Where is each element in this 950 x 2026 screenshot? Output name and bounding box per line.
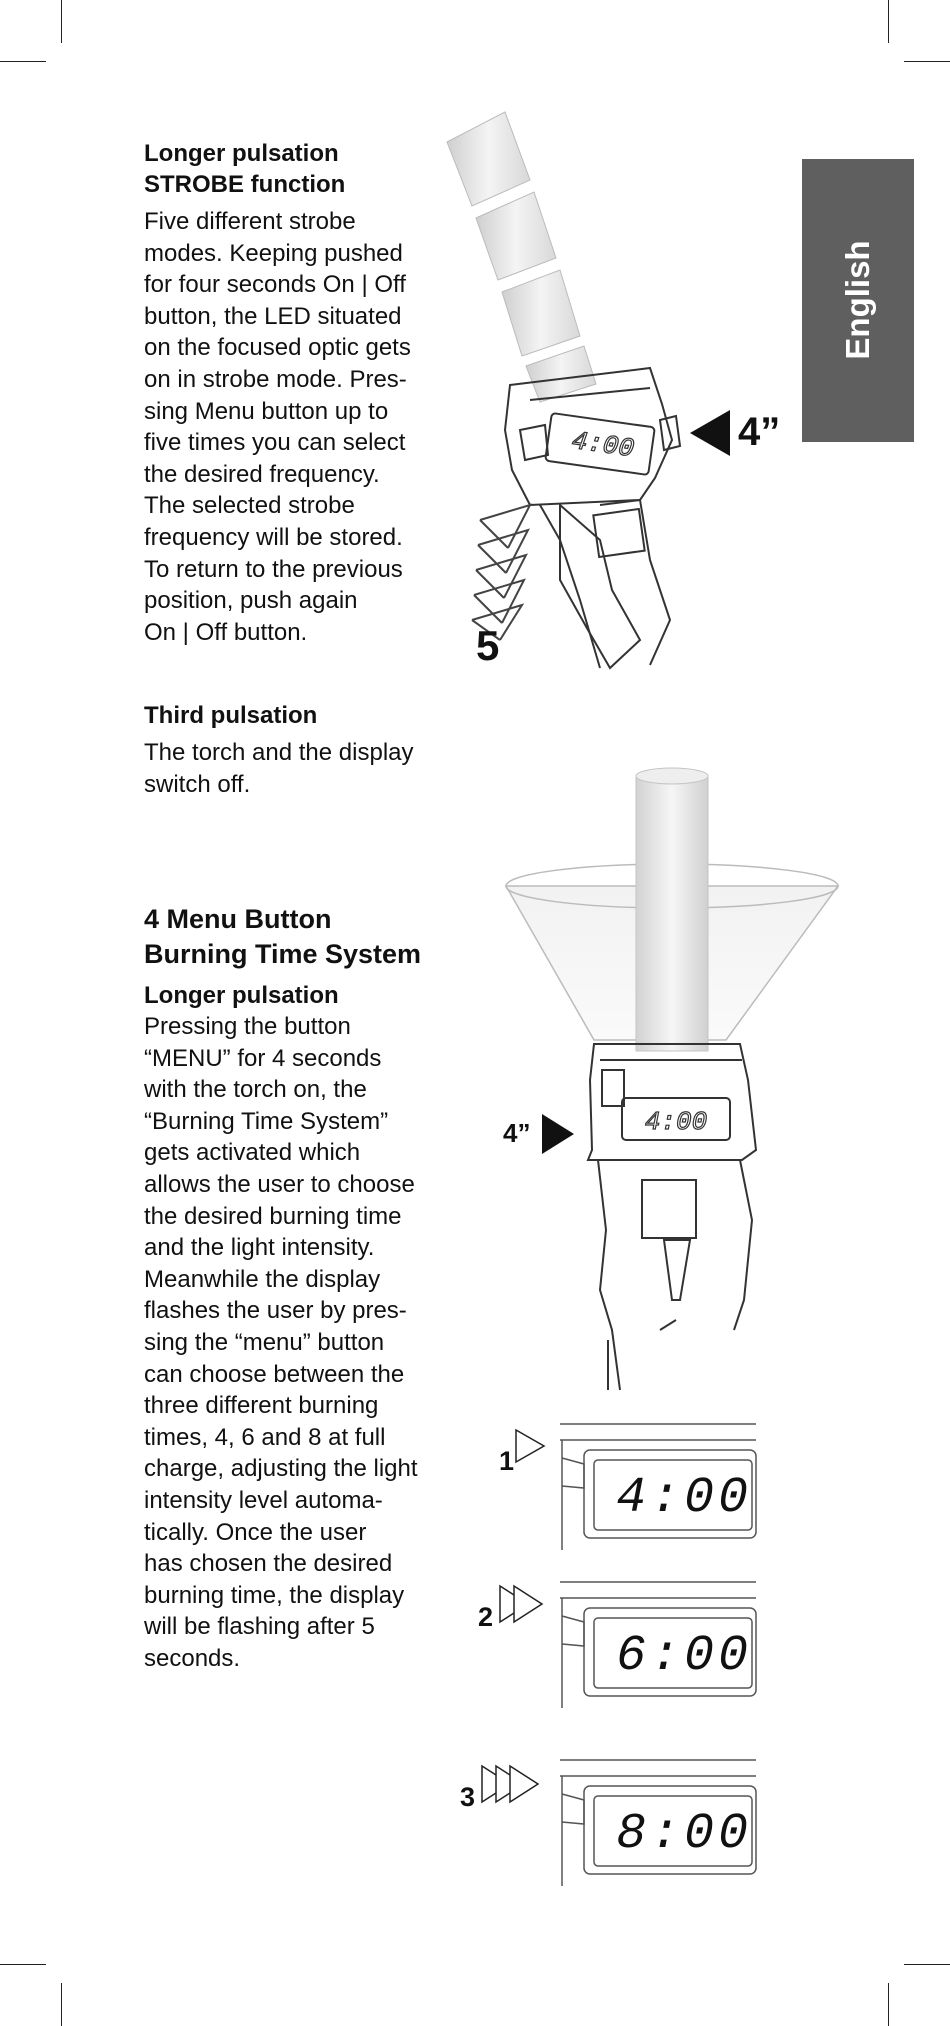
- menu-line: intensity level automa-: [144, 1486, 383, 1514]
- third-pulsation-line: The torch and the display: [144, 739, 414, 766]
- menu-press-duration-label: 4”: [503, 1118, 531, 1148]
- step-1-chevron-icon: [516, 1430, 544, 1462]
- strobe-line: on in strobe mode. Pres-: [144, 365, 407, 393]
- third-pulsation-heading: Third pulsation: [144, 702, 318, 729]
- display-panel: [466, 1576, 766, 1716]
- menu-line: Meanwhile the display: [144, 1265, 381, 1293]
- menu-line: has chosen the desired: [144, 1550, 393, 1578]
- menu-line: Pressing the button: [144, 1013, 351, 1040]
- menu-heading-line1: 4 Menu Button: [144, 904, 332, 934]
- language-tab-label: English: [839, 240, 876, 360]
- display-value: 8:00: [616, 1806, 753, 1863]
- third-pulsation-line: switch off.: [144, 770, 251, 798]
- menu-line: allows the user to choose: [144, 1170, 415, 1198]
- section-third-pulsation: [144, 700, 450, 800]
- strobe-line: button, the LED situated: [144, 302, 402, 330]
- display-step-label: 1: [499, 1446, 515, 1476]
- menu-line: sing the “menu” button: [144, 1328, 385, 1356]
- crop-mark: [0, 61, 46, 62]
- press-count-label: 5: [476, 622, 500, 669]
- strobe-line: To return to the previous: [144, 555, 403, 583]
- strobe-line: the desired frequency.: [144, 460, 380, 488]
- menu-line: times, 4, 6 and 8 at full: [144, 1423, 386, 1451]
- strobe-line: position, push again: [144, 587, 358, 615]
- strobe-line: frequency will be stored.: [144, 523, 403, 551]
- menu-line: the desired burning time: [144, 1202, 402, 1230]
- step-2-chevrons-icon: [500, 1586, 542, 1622]
- strobe-line: five times you can select: [144, 429, 406, 457]
- display-panel: [466, 1418, 766, 1558]
- menu-line: and the light intensity.: [144, 1234, 375, 1262]
- section-menu-button: [144, 902, 464, 1674]
- menu-heading-line2: Burning Time System: [144, 939, 422, 969]
- crop-mark: [61, 0, 62, 43]
- crop-mark: [888, 0, 889, 43]
- menu-line: burning time, the display: [144, 1581, 405, 1609]
- display-step-label: 2: [478, 1602, 494, 1632]
- crop-mark: [904, 1964, 950, 1965]
- strobe-line: on the focused optic gets: [144, 334, 411, 362]
- display-value: 4:00: [616, 1470, 753, 1527]
- strobe-line: The selected strobe: [144, 492, 355, 520]
- display-step-label: 3: [460, 1782, 476, 1812]
- menu-line: gets activated which: [144, 1139, 361, 1167]
- five-chevrons-icon: [472, 505, 530, 640]
- strobe-torch-display: 4:00: [569, 425, 636, 465]
- menu-line: can choose between the: [144, 1360, 405, 1388]
- display-panel: [460, 1754, 766, 1894]
- display-value: 6:00: [616, 1628, 753, 1685]
- strobe-line: Five different strobe: [144, 208, 356, 235]
- strobe-line: for four seconds On | Off: [144, 271, 406, 299]
- menu-line: seconds.: [144, 1644, 241, 1672]
- crop-mark: [61, 1983, 62, 2026]
- step-3-chevrons-icon: [482, 1766, 538, 1802]
- strobe-heading-line2: STROBE function: [144, 171, 346, 198]
- menu-line: will be flashing after 5: [144, 1613, 375, 1641]
- menu-line: tically. Once the user: [144, 1518, 367, 1546]
- menu-line: flashes the user by pres-: [144, 1297, 407, 1325]
- press-duration-label: 4”: [738, 410, 781, 454]
- strobe-line: On | Off button.: [144, 618, 308, 646]
- section-strobe: [144, 138, 450, 648]
- crop-mark: [904, 61, 950, 62]
- strobe-line: modes. Keeping pushed: [144, 239, 403, 267]
- menu-line: charge, adjusting the light: [144, 1455, 418, 1483]
- strobe-line: sing Menu button up to: [144, 397, 389, 425]
- menu-line: “MENU” for 4 seconds: [144, 1044, 382, 1072]
- menu-line: three different burning: [144, 1392, 379, 1420]
- crop-mark: [0, 1964, 46, 1965]
- menu-torch-display: 4:00: [644, 1107, 708, 1137]
- menu-line: with the torch on, the: [144, 1076, 367, 1104]
- language-tab: [802, 159, 914, 442]
- press-arrow-icon: [690, 410, 730, 456]
- strobe-heading-line1: Longer pulsation: [144, 140, 339, 167]
- press-arrow-icon: [542, 1114, 574, 1154]
- menu-subheading: Longer pulsation: [144, 982, 339, 1009]
- menu-line: “Burning Time System”: [144, 1107, 389, 1135]
- crop-mark: [888, 1983, 889, 2026]
